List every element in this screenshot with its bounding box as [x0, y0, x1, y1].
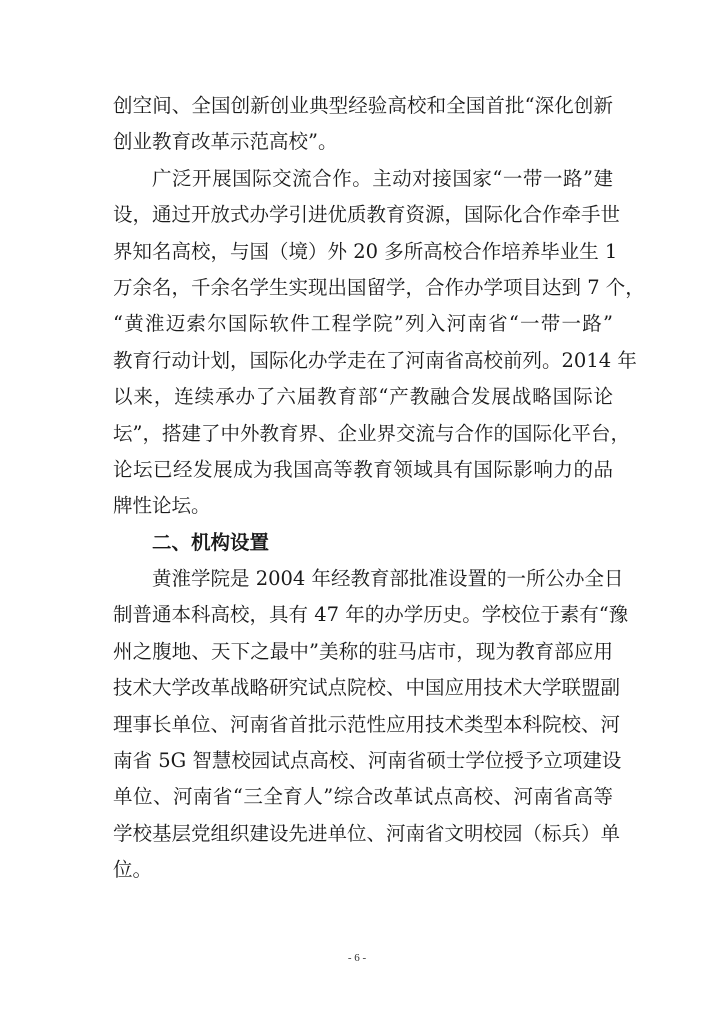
- paragraph-2: [113, 161, 645, 525]
- text-line: 创空间、全国创新创业典型经验高校和全国首批“深化创新: [113, 94, 613, 117]
- text-line: 创业教育改革示范高校”。: [113, 130, 338, 154]
- text-line: 以来，连续承办了六届教育部“产教融合发展战略国际论: [113, 385, 613, 409]
- text-line: 设，通过开放式办学引进优质教育资源，国际化合作牵手世: [113, 203, 621, 227]
- text-line: 万余名，千余名学生实现出国留学，合作办学项目达到 7 个，: [113, 275, 645, 299]
- text-line: 制普通本科高校，具有 47 年的办学历史。学校位于素有“豫: [113, 603, 629, 627]
- text-line: 州之腹地、天下之最中”美称的驻马店市，现为教育部应用: [113, 639, 613, 663]
- text-line: 位。: [113, 858, 153, 882]
- text-line: 南省 5G 智慧校园试点高校、河南省硕士学位授予立项建设: [113, 749, 622, 773]
- text-line: 单位、河南省“三全育人”综合改革试点高校、河南省高等: [113, 785, 613, 809]
- text-line: 理事长单位、河南省首批示范性应用技术类型本科院校、河: [113, 712, 621, 736]
- text-line: 论坛已经发展成为我国高等教育领域具有国际影响力的品: [113, 457, 613, 481]
- text-line: “黄淮迈索尔国际软件工程学院”列入河南省“一带一路”: [113, 312, 613, 336]
- section-heading: 二、机构设置: [152, 530, 270, 554]
- text-line: 学校基层党组织建设先进单位、河南省文明校园（标兵）单: [113, 821, 621, 845]
- text-line: 黄淮学院是 2004 年经教育部批准设置的一所公办全日: [152, 567, 624, 591]
- text-line: 坛”，搭建了中外教育界、企业界交流与合作的国际化平台，: [113, 421, 630, 445]
- document-page: [113, 88, 645, 889]
- text-line: 界知名高校，与国（境）外 20 多所高校合作培养毕业生 1: [113, 239, 618, 263]
- text-line: 广泛开展国际交流合作。主动对接国家“一带一路”建: [152, 166, 613, 190]
- page-number: - 6 -: [347, 952, 367, 964]
- text-line: 牌性论坛。: [113, 494, 211, 518]
- paragraph-3: [113, 561, 629, 889]
- text-line: 技术大学改革战略研究试点院校、中国应用技术大学联盟副: [113, 676, 621, 700]
- text-line: 教育行动计划，国际化办学走在了河南省高校前列。2014 年: [113, 348, 637, 372]
- paragraph-1: [113, 88, 613, 161]
